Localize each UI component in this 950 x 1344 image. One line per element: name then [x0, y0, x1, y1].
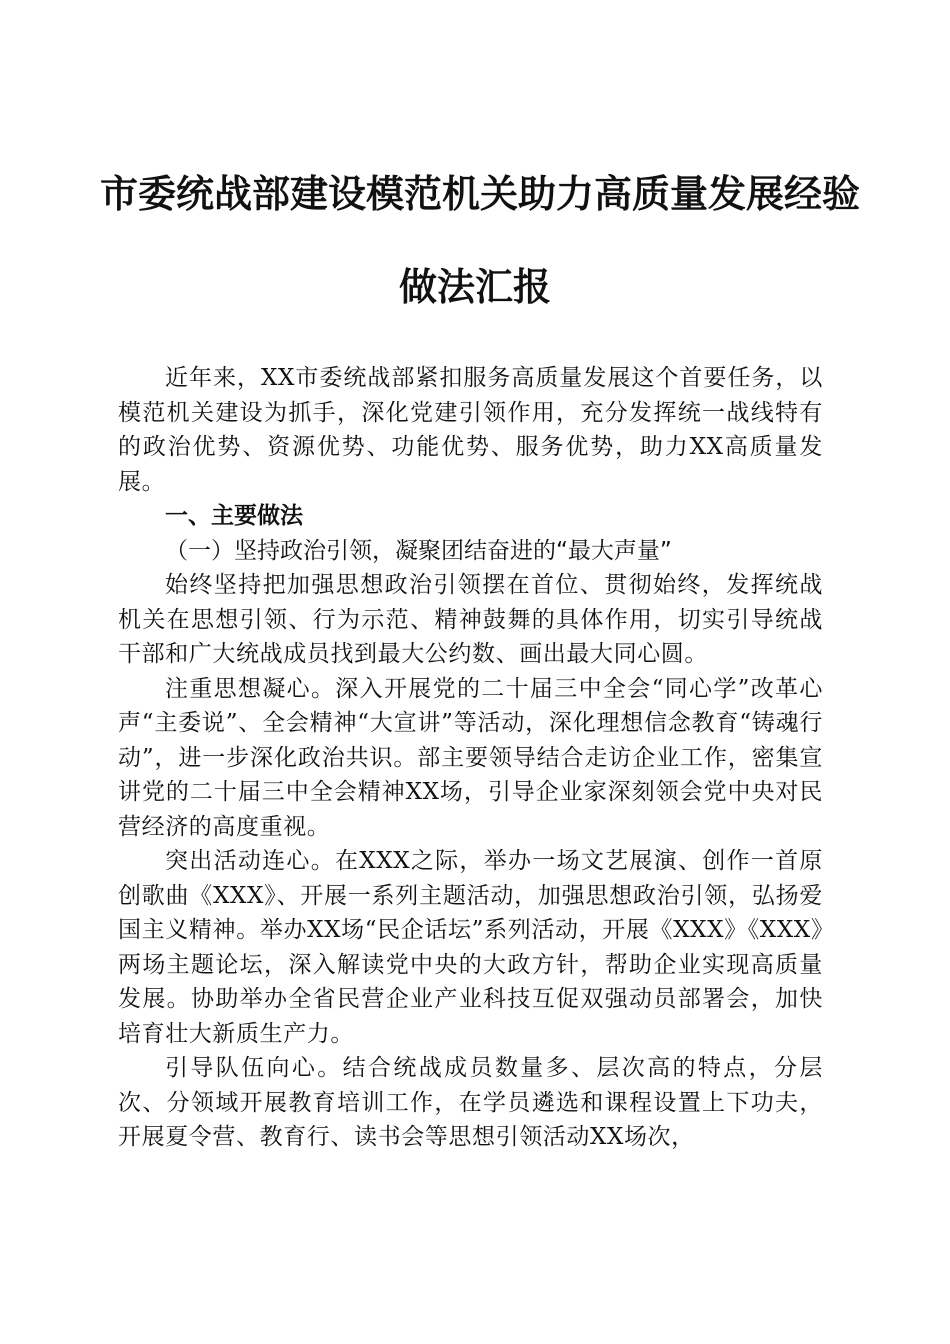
- body-paragraph: 引导队伍向心。结合统战成员数量多、层次高的特点，分层次、分领域开展教育培训工作，在学员遴选和课程设置上下功夫，开展夏令营、教育行、读书会等思想引领活动XX场次，: [118, 1055, 823, 1150]
- document-body: [118, 361, 823, 1155]
- subsection-heading: （一）坚持政治引领，凝聚团结奋进的“最大声量”: [165, 537, 672, 564]
- document-title-line-2: 做法汇报: [398, 264, 551, 309]
- section-heading: 一、主要做法: [165, 503, 303, 529]
- document-title-line-1: 市委统战部建设模范机关助力高质量发展经验: [100, 171, 861, 216]
- body-paragraph: 突出活动连心。在XXX之际，举办一场文艺展演、创作一首原创歌曲《XXX》、开展一系列主题活动，加强思想政治引领，弘扬爱国主义精神。举办XX场“民企话坛”系列活动，开展《XXX》《XXX》两场主题论坛，深入解读党中央的大政方针，帮助企业实现高质量发展。协助举办全省民营企业产业科技互促双强动员部署会，加快培育壮大新质生产力。: [118, 848, 823, 1047]
- body-paragraph: 始终坚持把加强思想政治引领摆在首位、贯彻始终，发挥统战机关在思想引领、行为示范、精神鼓舞的具体作用，切实引导统战干部和广大统战成员找到最大公约数、画出最大同心圆。: [118, 572, 823, 667]
- intro-paragraph: 近年来，XX市委统战部紧扣服务高质量发展这个首要任务，以模范机关建设为抓手，深化党建引领作用，充分发挥统一战线特有的政治优势、资源优势、功能优势、服务优势，助力XX高质量发展。: [118, 365, 823, 495]
- body-paragraph: 注重思想凝心。深入开展党的二十届三中全会“同心学”改革心声“主委说”、全会精神“大宣讲”等活动，深化理想信念教育“铸魂行动”，进一步深化政治共识。部主要领导结合走访企业工作，密集宣讲党的二十届三中全会精神XX场，引导企业家深刻领会党中央对民营经济的高度重视。: [118, 675, 823, 840]
